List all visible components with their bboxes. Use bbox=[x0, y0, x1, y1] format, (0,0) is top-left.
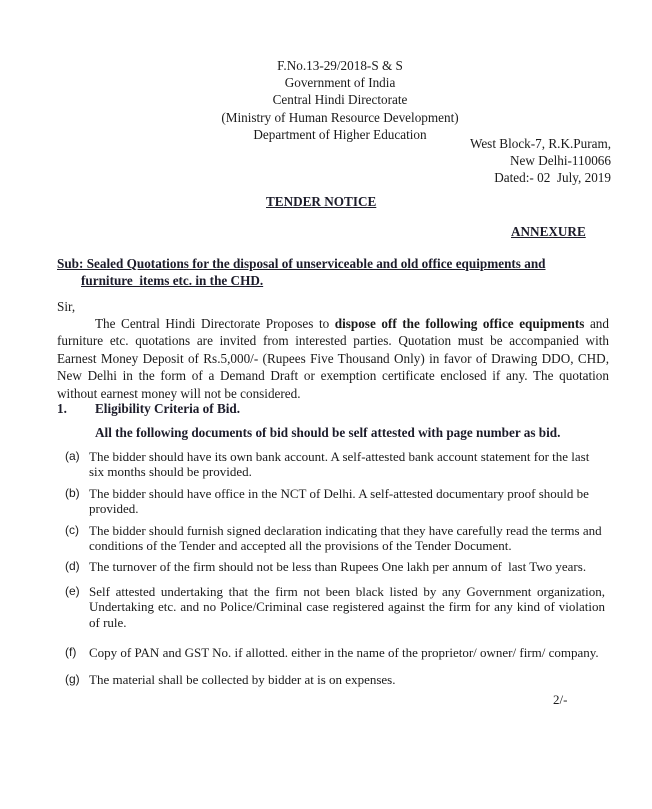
criteria-item bbox=[65, 672, 605, 687]
criteria-item bbox=[65, 559, 605, 574]
criteria-text: Copy of PAN and GST No. if allotted. either in the name of the proprietor/ owner/ firm/ company. bbox=[89, 645, 599, 661]
criteria-item bbox=[65, 645, 605, 660]
address-line-1: West Block-7, R.K.Puram, bbox=[469, 136, 611, 151]
criteria-text: The bidder should furnish signed declaration indicating that they have carefully read the terms and conditions of the Tender and accepted all the provisions of the Tender Document. bbox=[89, 522, 602, 554]
letterhead bbox=[180, 57, 500, 143]
criteria-marker: (b) bbox=[65, 485, 80, 500]
criteria-marker: (a) bbox=[65, 449, 80, 463]
salutation: Sir, bbox=[57, 299, 76, 314]
page-continuation-marker: 2/- bbox=[553, 692, 568, 707]
intro-paragraph bbox=[57, 315, 609, 402]
date-label: Dated:- bbox=[494, 170, 534, 185]
office-address bbox=[446, 135, 611, 186]
intro-text-bold: dispose off the following office equipments bbox=[334, 316, 585, 331]
subject-line bbox=[57, 255, 557, 289]
criteria-item bbox=[65, 486, 605, 517]
annexure-label: ANNEXURE bbox=[511, 224, 586, 239]
intro-text-end: and furniture etc. quotations are invited from interested parties. Quotation must be accompanied with Earnest Money Deposit of Rs.5,000/- (Rupees Five Thousand Only) in favor of Drawing DDO, CHD, New Delhi in the form of a Demand Draft or exemption certificate enclosed if any. The quotation without earnest money will not be considered. bbox=[57, 316, 609, 401]
ministry-name: (Ministry of Human Resource Development) bbox=[221, 109, 459, 125]
criteria-text: The bidder should have its own bank account. A self-attested bank account statement for the last six months should be provided. bbox=[89, 449, 590, 480]
department-name: Department of Higher Education bbox=[253, 126, 427, 142]
subject-line-2: furniture items etc. in the CHD. bbox=[81, 273, 264, 288]
section-title: Eligibility Criteria of Bid. bbox=[95, 401, 241, 416]
section-number: 1. bbox=[57, 401, 67, 416]
criteria-text: The material shall be collected by bidder at is on expenses. bbox=[89, 672, 396, 688]
criteria-marker: (d) bbox=[65, 559, 80, 574]
criteria-marker: (g) bbox=[65, 672, 80, 687]
criteria-marker: (f) bbox=[65, 645, 77, 660]
section-1-note: All the following documents of bid should be self attested with page number as bid. bbox=[95, 425, 561, 440]
criteria-marker: (c) bbox=[65, 522, 79, 537]
criteria-marker: (e) bbox=[65, 583, 80, 598]
criteria-text: The turnover of the firm should not be less than Rupees One lakh per annum of last Two years. bbox=[89, 559, 587, 575]
subject-line-1: Sub: Sealed Quotations for the disposal of unserviceable and old office equipments and bbox=[57, 256, 546, 271]
document-title: TENDER NOTICE bbox=[266, 194, 377, 209]
criteria-item bbox=[65, 449, 605, 480]
criteria-text: Self attested undertaking that the firm not been black listed by any Government organization, Undertaking etc. and no Police/Criminal case registered against the firm for any kind of violation of rule. bbox=[89, 583, 605, 630]
government-name: Government of India bbox=[284, 75, 396, 91]
file-number: F.No.13-29/2018-S & S bbox=[277, 58, 403, 73]
date-line bbox=[446, 169, 611, 186]
criteria-text: The bidder should have office in the NCT of Delhi. A self-attested documentary proof should be provided. bbox=[89, 485, 589, 517]
criteria-item bbox=[65, 584, 605, 630]
eligibility-criteria-list bbox=[65, 449, 605, 688]
date-value: 02 July, 2019 bbox=[537, 170, 611, 185]
intro-text-start: The Central Hindi Directorate Proposes to bbox=[95, 316, 335, 331]
address-line-2: New Delhi-110066 bbox=[510, 153, 611, 168]
directorate-name: Central Hindi Directorate bbox=[272, 92, 408, 108]
criteria-item bbox=[65, 523, 605, 554]
